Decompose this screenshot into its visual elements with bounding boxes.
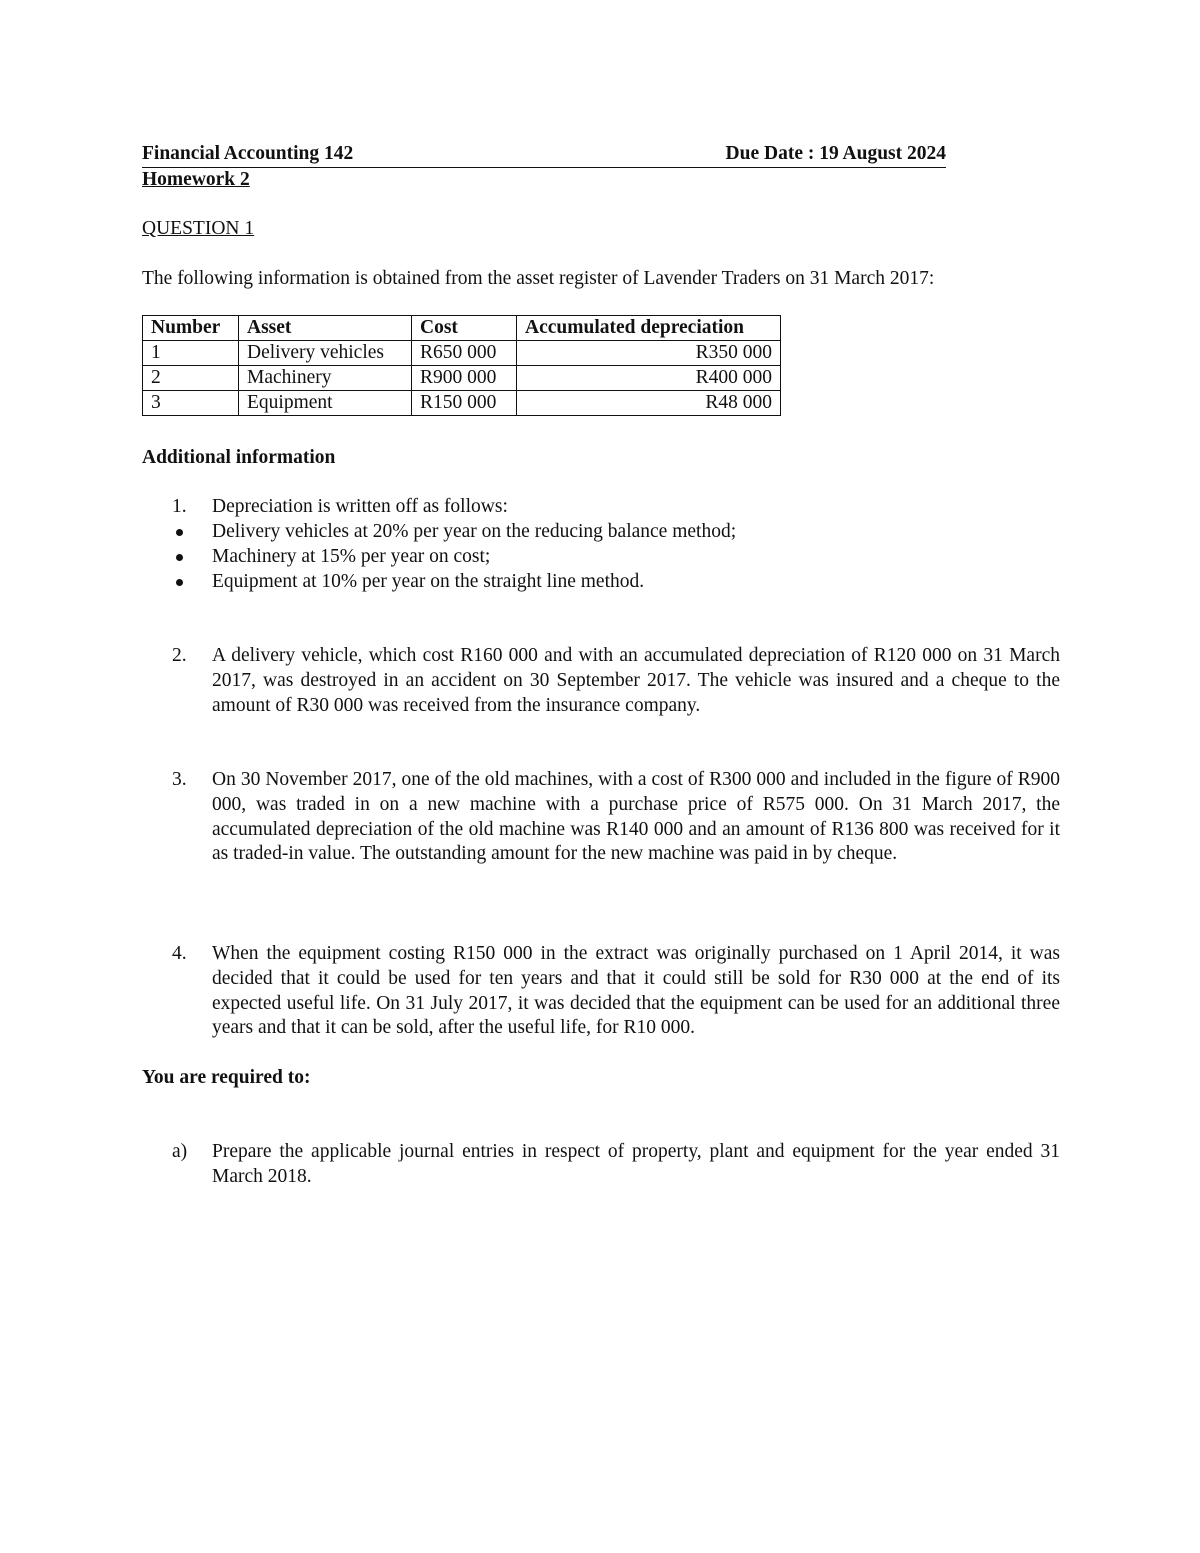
cell-number: 1	[143, 341, 239, 366]
list-item-text: When the equipment costing R150 000 in the extract was originally purchased on 1 April 2014, it was decided that it could be used for ten years and that it could still be sold for R30 000 at the end of its expected useful life. On 31 July 2017, it was decided that the equipment can be used for an additional three years and that it can be sold, after the useful life, for R10 000.	[212, 943, 1060, 1039]
table-row	[143, 366, 781, 391]
bullet-text: Equipment at 10% per year on the straight line method.	[212, 571, 645, 592]
list-marker: 2.	[172, 645, 187, 666]
table-row	[143, 391, 781, 416]
bullet-icon	[176, 579, 183, 586]
question-title: QUESTION 1	[142, 218, 255, 239]
list-item-text: Prepare the applicable journal entries in respect of property, plant and equipment for the year ended 31 March 2018.	[212, 1141, 1060, 1187]
list-item	[172, 644, 1060, 718]
cell-cost: R650 000	[412, 341, 517, 366]
bullet-item	[172, 545, 1060, 570]
bullet-icon	[176, 529, 183, 536]
table-row	[143, 341, 781, 366]
homework-label: Homework 2	[142, 169, 250, 190]
due-date: Due Date : 19 August 2024	[725, 143, 946, 164]
cell-asset: Delivery vehicles	[239, 341, 412, 366]
bullet-text: Delivery vehicles at 20% per year on the reducing balance method;	[212, 521, 737, 542]
cell-accumulated-depreciation: R350 000	[517, 341, 781, 366]
list-item	[172, 1140, 1060, 1190]
table-header-row	[143, 316, 781, 341]
list-item-text: Depreciation is written off as follows:	[212, 496, 508, 517]
asset-register-table	[142, 315, 781, 416]
bullet-icon	[176, 554, 183, 561]
required-heading: You are required to:	[142, 1067, 311, 1088]
cell-accumulated-depreciation: R400 000	[517, 366, 781, 391]
header-asset: Asset	[239, 316, 412, 341]
cell-asset: Equipment	[239, 391, 412, 416]
course-title: Financial Accounting 142	[142, 143, 354, 164]
list-item	[172, 768, 1060, 867]
cell-cost: R150 000	[412, 391, 517, 416]
header-accumulated-depreciation: Accumulated depreciation	[517, 316, 781, 341]
list-item	[172, 495, 1060, 520]
list-marker: 4.	[172, 943, 187, 964]
list-item-text: A delivery vehicle, which cost R160 000 and with an accumulated depreciation of R120 000 on 31 March 2017, was destroyed in an accident on 30 September 2017. The vehicle was insured and a cheque to the amount of R30 000 was received from the insurance company.	[212, 645, 1060, 716]
additional-info-heading: Additional information	[142, 447, 336, 468]
bullet-item	[172, 570, 1060, 595]
bullet-item	[172, 520, 1060, 545]
header-cost: Cost	[412, 316, 517, 341]
cell-cost: R900 000	[412, 366, 517, 391]
bullet-text: Machinery at 15% per year on cost;	[212, 546, 491, 567]
list-item	[172, 942, 1060, 1041]
header-number: Number	[143, 316, 239, 341]
cell-number: 3	[143, 391, 239, 416]
document-header	[142, 143, 946, 168]
cell-accumulated-depreciation: R48 000	[517, 391, 781, 416]
cell-asset: Machinery	[239, 366, 412, 391]
list-marker: a)	[172, 1141, 188, 1162]
list-marker: 1.	[172, 496, 187, 517]
question-intro: The following information is obtained from the asset register of Lavender Traders on 31 March 2017:	[142, 268, 935, 289]
list-marker: 3.	[172, 769, 187, 790]
list-item-text: On 30 November 2017, one of the old machines, with a cost of R300 000 and included in the figure of R900 000, was traded in on a new machine with a purchase price of R575 000. On 31 March 2017, the accumulated depreciation of the old machine was R140 000 and an amount of R136 800 was received for it as traded-in value. The outstanding amount for the new machine was paid in by cheque.	[212, 769, 1060, 865]
cell-number: 2	[143, 366, 239, 391]
